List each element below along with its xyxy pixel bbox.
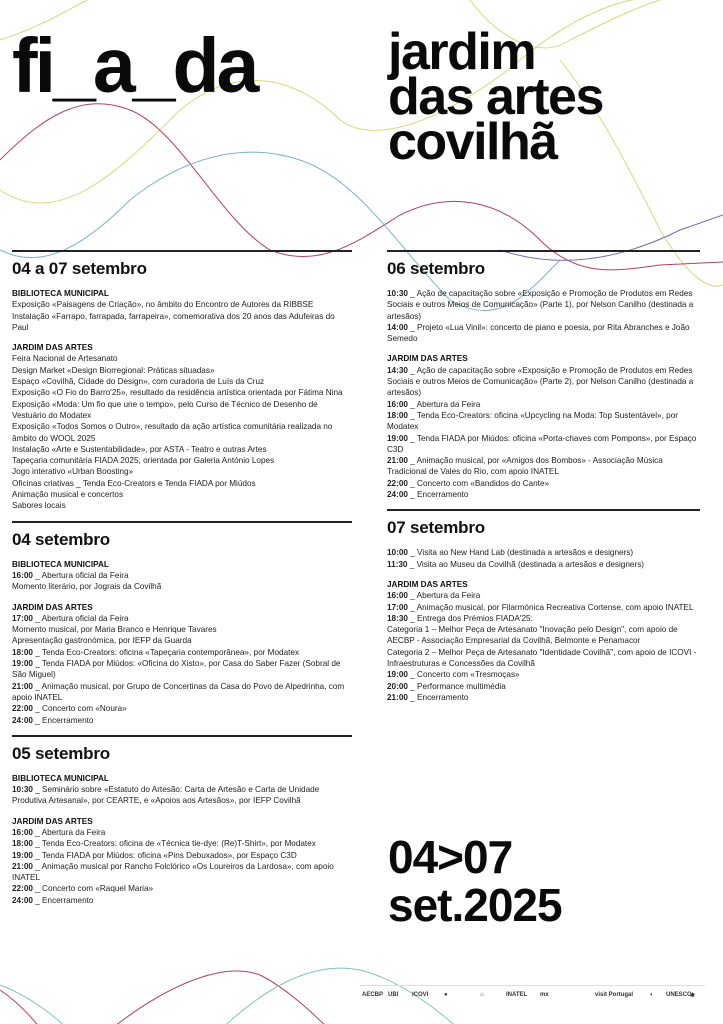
schedule-time: 22:00 bbox=[387, 478, 408, 488]
venue-block bbox=[387, 353, 700, 500]
day-section bbox=[12, 735, 352, 906]
schedule-item bbox=[387, 455, 700, 478]
venue-title-line-3: covilhã bbox=[388, 113, 557, 171]
schedule-text: Tapeçaria comunitária FIADA 2025, orientada por Galeria António Lopes bbox=[12, 456, 275, 466]
schedule-text: Design Market «Design Biorregional: Práticas situadas» bbox=[12, 365, 215, 375]
schedule-time: 10:30 bbox=[12, 785, 33, 795]
venue-name: JARDIM DAS ARTES bbox=[12, 602, 93, 612]
venue-block bbox=[387, 547, 700, 570]
schedule-item bbox=[12, 365, 352, 376]
schedule-time: 16:00 bbox=[12, 827, 33, 837]
schedule-text: Sabores locais bbox=[12, 501, 66, 511]
schedule-item bbox=[12, 376, 352, 387]
schedule-item bbox=[12, 613, 352, 624]
schedule-text: _ Encerramento bbox=[407, 692, 469, 702]
schedule-item bbox=[387, 322, 700, 345]
schedule-item bbox=[387, 692, 700, 703]
schedule-item bbox=[12, 861, 352, 884]
schedule-text: _ Tenda Eco-Creators: oficina «Upcycling na Moda: Top Sustentável», por Modatex bbox=[387, 410, 678, 432]
schedule-text: Exposição «Paisagens de Criação», no âmbito do Encontro de Autores da RIBBSE bbox=[12, 300, 314, 310]
day-title: 07 setembro bbox=[387, 518, 485, 538]
schedule-item bbox=[387, 288, 700, 322]
schedule-text: _ Entrega dos Prémios FIADA'25: bbox=[407, 613, 533, 623]
schedule-time: 24:00 bbox=[387, 490, 408, 500]
schedule-time: 21:00 bbox=[387, 456, 408, 466]
schedule-time: 16:00 bbox=[387, 399, 408, 409]
schedule-text: _ Seminário sobre «Estatuto do Artesão: Carta de Artesão e Carta de Unidade Produtiva Artesanal», por CEARTE, e «Apoios aos Artesãos», por IEFP Covilhã bbox=[12, 785, 320, 806]
schedule-text: _ Tenda FIADA por Miúdos: «Oficina do Xisto», por Casa do Saber Fazer (Sobral de São Miguel) bbox=[12, 659, 341, 680]
schedule-text: _ Abertura da Feira bbox=[407, 591, 481, 601]
schedule-item bbox=[12, 838, 352, 849]
schedule-time: 21:00 bbox=[387, 692, 408, 702]
schedule-item bbox=[12, 658, 352, 681]
schedule-item bbox=[387, 365, 700, 399]
schedule-left-column bbox=[12, 250, 352, 915]
schedule-time: 24:00 bbox=[12, 895, 33, 905]
schedule-item bbox=[12, 581, 352, 592]
schedule-time: 19:00 bbox=[387, 670, 408, 680]
schedule-text: _ Animação musical por Rancho Folclórico «Os Loureiros da Lardosa», com apoio INATEL bbox=[12, 861, 334, 883]
schedule-text: Exposição «Moda: Um fio que une o tempo», pelo Curso de Técnico de Desenho de Vestuário do Modatex bbox=[12, 399, 318, 420]
schedule-text: Exposição «Todos Somos o Outro», resultado da ação artística comunitária realizada no âmbito do WOOL 2025 bbox=[12, 422, 333, 443]
schedule-text: Oficinas criativas _ Tenda Eco-Creators e Tenda FIADA por Miúdos bbox=[12, 478, 256, 488]
venue-block bbox=[387, 288, 700, 344]
schedule-text: _ Tenda FIADA por Miúdos: oficina «Pins Debuxados», por Espaço C3D bbox=[32, 850, 297, 860]
schedule-item bbox=[12, 444, 352, 455]
schedule-time: 17:00 bbox=[12, 613, 33, 623]
venue-name: BIBLIOTECA MUNICIPAL bbox=[12, 559, 109, 569]
day-title: 04 a 07 setembro bbox=[12, 259, 147, 278]
schedule-text: _ Animação musical, por Grupo de Concertinas da Casa do Povo de Alpedrinha, com apoio INATEL bbox=[12, 681, 345, 702]
sponsor-logo: ● bbox=[444, 992, 448, 998]
schedule-item bbox=[12, 387, 352, 398]
schedule-text: _ Visita ao New Hand Lab (destinada a artesãos e designers) bbox=[407, 548, 634, 558]
schedule-item bbox=[387, 647, 700, 670]
schedule-text: _ Concerto com «Tresmoças» bbox=[407, 670, 520, 680]
venue-name: BIBLIOTECA MUNICIPAL bbox=[12, 773, 109, 783]
venue-block bbox=[12, 773, 352, 807]
schedule-text: _ Ação de capacitação sobre «Exposição e Promoção de Produtos em Redes Sociais e outros Meios de Comunicação» (Parte 2), por Nelson Canilho (destinada a artesãos) bbox=[387, 365, 694, 398]
schedule-text: _ Abertura da Feira bbox=[407, 399, 481, 409]
schedule-time: 22:00 bbox=[12, 704, 33, 714]
venue-title-line-1: jardim bbox=[388, 23, 536, 81]
sponsor-logo: ❋ bbox=[690, 993, 696, 999]
sponsor-logo: INATEL bbox=[506, 992, 528, 998]
schedule-text: _ Tenda Eco-Creators: oficina «Tapeçaria contemporânea», por Modatex bbox=[32, 647, 300, 657]
schedule-item bbox=[12, 478, 352, 489]
schedule-time: 19:00 bbox=[387, 433, 408, 443]
schedule-text: Momento literário, por Jograis da Covilhã bbox=[12, 582, 162, 592]
sponsor-logo: visit Portugal bbox=[595, 992, 634, 998]
schedule-time: 16:00 bbox=[12, 570, 33, 580]
schedule-text: _ Encerramento bbox=[32, 715, 94, 725]
venue-name: JARDIM DAS ARTES bbox=[12, 343, 93, 353]
day-title: 06 setembro bbox=[387, 259, 485, 278]
schedule-time: 22:00 bbox=[12, 884, 33, 894]
day-title: 05 setembro bbox=[12, 743, 110, 763]
schedule-item bbox=[387, 669, 700, 680]
schedule-time: 19:00 bbox=[12, 850, 33, 860]
schedule-text: _ Concerto com «Bandidos do Cante» bbox=[407, 478, 550, 488]
schedule-item bbox=[387, 602, 700, 613]
schedule-item bbox=[12, 827, 352, 838]
sponsor-logos-strip bbox=[360, 985, 705, 1012]
schedule-item bbox=[12, 399, 352, 422]
venue-block bbox=[387, 579, 700, 703]
schedule-item bbox=[12, 311, 352, 334]
schedule-item bbox=[12, 624, 352, 635]
schedule-time: 18:00 bbox=[12, 839, 33, 849]
schedule-item bbox=[387, 433, 700, 456]
schedule-text: _ Abertura oficial da Feira bbox=[32, 570, 129, 580]
schedule-item bbox=[12, 466, 352, 477]
schedule-text: Animação musical e concertos bbox=[12, 490, 124, 500]
schedule-item bbox=[387, 681, 700, 692]
schedule-text: Categoria 1 – Melhor Peça de Artesanato "Inovação pelo Design", com apoio de AECBP - Associação Empresarial da Covilhã, Belmonte e Penamacor bbox=[387, 625, 678, 646]
venue-block bbox=[12, 288, 352, 333]
festival-logo: fi_a_da bbox=[12, 23, 257, 109]
schedule-time: 21:00 bbox=[12, 861, 33, 871]
schedule-text: _ Animação musical, por «Amigos dos Bombos» - Associação Música Tradicional de Vales do Rio, com apoio INATEL bbox=[387, 456, 663, 477]
venue-name: JARDIM DAS ARTES bbox=[12, 816, 93, 826]
venue-name: JARDIM DAS ARTES bbox=[387, 579, 468, 589]
schedule-text: _ Abertura da Feira bbox=[32, 827, 106, 837]
schedule-item bbox=[12, 703, 352, 714]
schedule-item bbox=[387, 478, 700, 489]
schedule-text: _ Ação de capacitação sobre «Exposição e Promoção de Produtos em Redes Sociais e outros Meios de Comunicação» (Parte 1), por Nelson Canilho (destinada a artesãos) bbox=[387, 289, 694, 321]
schedule-item bbox=[12, 299, 352, 310]
schedule-text: _ Performance multimédia bbox=[407, 681, 506, 691]
schedule-text: Categoria 2 – Melhor Peça de Artesanato "Identidade Covilhã", com apoio de ICOVI - Infraestruturas e Concessões da Covilhã bbox=[387, 647, 697, 669]
sponsor-logo: UNESCO bbox=[666, 992, 692, 998]
schedule-item bbox=[12, 647, 352, 658]
sponsor-logo: AECBP bbox=[362, 992, 384, 998]
venue-block bbox=[12, 602, 352, 726]
schedule-item bbox=[387, 624, 700, 647]
schedule-item bbox=[12, 715, 352, 726]
schedule-right-column bbox=[387, 250, 700, 712]
venue-block bbox=[12, 816, 352, 906]
schedule-time: 11:30 bbox=[387, 559, 408, 569]
schedule-item bbox=[387, 590, 700, 601]
schedule-text: _ Tenda Eco-Creators: oficina de «Técnica tie-dye: (Re)T-Shirt», por Modatex bbox=[32, 839, 316, 849]
schedule-time: 18:00 bbox=[12, 647, 33, 657]
schedule-time: 17:00 bbox=[387, 602, 408, 612]
schedule-text: _ Projeto «Lua Vinil»: concerto de piano e poesia, por Rita Abranches e João Semedo bbox=[387, 322, 690, 344]
schedule-text: Jogo interativo «Urban Boosting» bbox=[12, 467, 134, 477]
schedule-text: Momento musical, por Maria Branco e Henrique Tavares bbox=[12, 625, 217, 635]
schedule-time: 21:00 bbox=[12, 681, 33, 691]
sponsor-logo: UBI bbox=[388, 992, 399, 998]
sponsor-logo: ⌂ bbox=[480, 992, 484, 998]
schedule-item bbox=[12, 570, 352, 581]
schedule-text: Instalação «Farrapo, farrapada, farrapeira», comemorativa dos 20 anos das Adufeiras do Paul bbox=[12, 311, 335, 332]
schedule-time: 19:00 bbox=[12, 659, 33, 669]
schedule-item bbox=[12, 681, 352, 704]
day-section bbox=[12, 250, 352, 512]
schedule-item bbox=[387, 399, 700, 410]
schedule-text: _ Encerramento bbox=[407, 490, 469, 500]
schedule-item bbox=[12, 883, 352, 894]
schedule-text: Feira Nacional de Artesanato bbox=[12, 354, 118, 364]
venue-title-line-2: das artes bbox=[388, 68, 603, 126]
day-section bbox=[387, 250, 700, 500]
schedule-time: 14:30 bbox=[387, 365, 408, 375]
schedule-item bbox=[12, 850, 352, 861]
schedule-text: _ Concerto com «Raquel Maria» bbox=[32, 884, 154, 894]
schedule-text: _ Visita ao Museu da Covilhã (destinada a artesãos e designers) bbox=[407, 559, 645, 569]
event-dates-month-year: set.2025 bbox=[388, 879, 562, 931]
schedule-item bbox=[12, 353, 352, 364]
schedule-item bbox=[387, 559, 700, 570]
schedule-item bbox=[12, 500, 352, 511]
sponsor-logo: mx bbox=[540, 992, 549, 998]
sponsor-logo: ICOVI bbox=[412, 992, 429, 998]
schedule-item bbox=[12, 895, 352, 906]
sponsor-logo: ◐ bbox=[650, 992, 654, 998]
venue-name: BIBLIOTECA MUNICIPAL bbox=[12, 289, 109, 298]
schedule-text: Apresentação gastronómica, por IEFP da Guarda bbox=[12, 636, 192, 646]
schedule-time: 18:30 bbox=[387, 613, 408, 623]
schedule-item bbox=[12, 784, 352, 807]
schedule-item bbox=[387, 489, 700, 500]
venue-block bbox=[12, 342, 352, 511]
schedule-time: 18:00 bbox=[387, 410, 408, 420]
schedule-text: _ Abertura oficial da Feira bbox=[32, 613, 129, 623]
venue-title bbox=[388, 23, 603, 171]
schedule-time: 10:30 bbox=[387, 289, 408, 298]
schedule-item bbox=[387, 410, 700, 433]
schedule-item bbox=[12, 489, 352, 500]
event-dates bbox=[388, 833, 562, 929]
schedule-item bbox=[387, 613, 700, 624]
schedule-time: 14:00 bbox=[387, 322, 408, 332]
schedule-text: _ Encerramento bbox=[32, 895, 94, 905]
schedule-item bbox=[12, 455, 352, 466]
schedule-time: 24:00 bbox=[12, 715, 33, 725]
schedule-text: Espaço «Covilhã, Cidade do Design», com curadoria de Luís da Cruz bbox=[12, 377, 265, 387]
schedule-time: 10:00 bbox=[387, 548, 408, 558]
day-section bbox=[12, 521, 352, 726]
schedule-item bbox=[12, 421, 352, 444]
schedule-item bbox=[387, 547, 700, 558]
schedule-text: Instalação «Arte e Sustentabilidade», por ASTA - Teatro e outras Artes bbox=[12, 444, 267, 454]
schedule-item bbox=[12, 635, 352, 646]
schedule-text: _ Animação musical, por Filarmónica Recreativa Cortense, com apoio INATEL bbox=[407, 602, 694, 612]
schedule-text: _ Tenda FIADA por Miúdos: oficina «Porta-chaves com Pompons», por Espaço C3D bbox=[387, 433, 697, 454]
schedule-text: _ Concerto com «Noura» bbox=[32, 704, 127, 714]
schedule-text: Exposição «O Fio do Barro'25», resultado da residência artística orientada por Fátima Nina bbox=[12, 388, 343, 398]
venue-name: JARDIM DAS ARTES bbox=[387, 354, 468, 364]
venue-block bbox=[12, 559, 352, 593]
schedule-time: 16:00 bbox=[387, 591, 408, 601]
schedule-time: 20:00 bbox=[387, 681, 408, 691]
day-title: 04 setembro bbox=[12, 529, 110, 549]
day-section bbox=[387, 509, 700, 703]
event-dates-range: 04>07 bbox=[388, 831, 513, 883]
